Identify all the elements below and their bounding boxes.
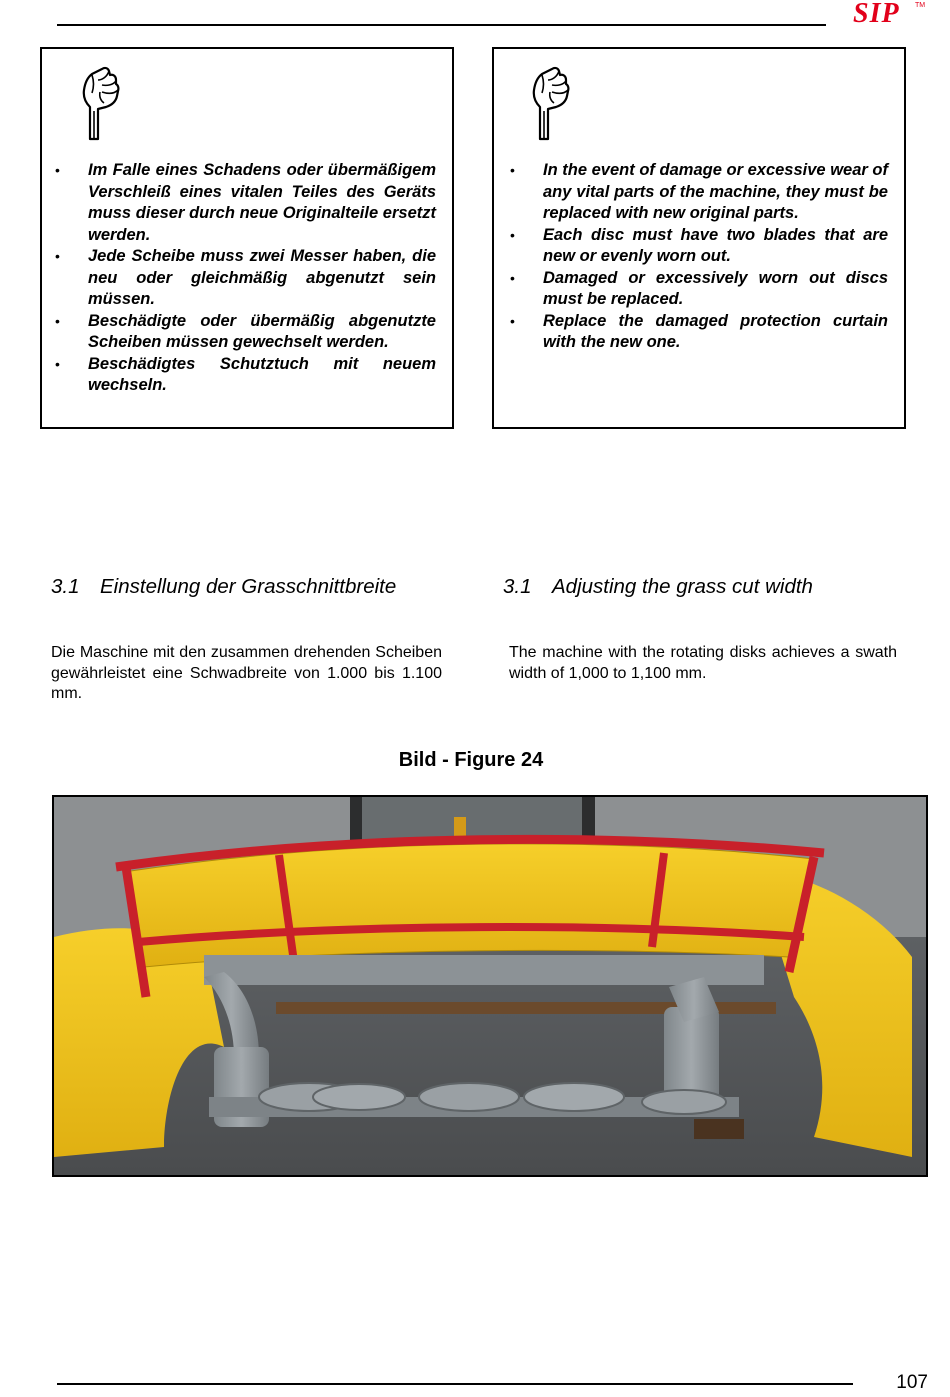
note-list-english bbox=[510, 160, 888, 354]
header-rule bbox=[57, 24, 826, 26]
bullet: • bbox=[55, 355, 60, 372]
section-number: 3.1 bbox=[503, 575, 532, 598]
note-text: In the event of damage or excessive wear of any vital parts of the machine, they must be replaced with new original parts. bbox=[543, 161, 888, 222]
footer-rule bbox=[57, 1383, 853, 1385]
bullet: • bbox=[510, 312, 515, 329]
logo-text: SIP bbox=[853, 0, 900, 29]
section-heading: Einstellung der Grasschnittbreite bbox=[100, 575, 397, 598]
mower-illustration bbox=[54, 797, 926, 1175]
note-list-german bbox=[55, 160, 436, 397]
bullet: • bbox=[55, 312, 60, 329]
sip-logo bbox=[853, 0, 926, 30]
figure-photo bbox=[52, 795, 928, 1177]
bullet: • bbox=[510, 226, 515, 243]
paragraph-english: The machine with the rotating disks achieves a swath width of 1,000 to 1,100 mm. bbox=[509, 644, 897, 682]
figure-caption: Bild - Figure 24 bbox=[398, 749, 544, 771]
section-title-english bbox=[503, 575, 813, 599]
note-text: Damaged or excessively worn out discs must be replaced. bbox=[543, 268, 888, 308]
list-item bbox=[510, 311, 888, 354]
page-number: 107 bbox=[896, 1372, 928, 1393]
note-text: Jede Scheibe muss zwei Messer haben, die neu oder gleichmäßig abgenutzt sein müssen. bbox=[88, 247, 436, 308]
list-item bbox=[510, 160, 888, 225]
pointing-hand-icon bbox=[530, 63, 570, 141]
list-item bbox=[510, 268, 888, 311]
section-title-german bbox=[51, 575, 396, 599]
list-item bbox=[55, 160, 436, 246]
paragraph-german: Die Maschine mit den zusammen drehenden Scheiben gewährleistet eine Schwadbreite von 1.000 bis 1.100 mm. bbox=[51, 644, 442, 702]
list-item bbox=[55, 246, 436, 311]
note-text: Replace the damaged protection curtain with the new one. bbox=[543, 311, 888, 351]
logo-trademark: TM bbox=[915, 2, 926, 9]
bullet: • bbox=[55, 248, 60, 264]
bullet: • bbox=[510, 269, 515, 286]
note-text: Beschädigte oder übermäßig abgenutzte Scheiben müssen gewechselt werden. bbox=[88, 311, 436, 351]
bullet: • bbox=[55, 162, 60, 178]
note-box-english bbox=[492, 47, 906, 429]
section-heading: Adjusting the grass cut width bbox=[552, 575, 813, 598]
note-box-german bbox=[40, 47, 454, 429]
list-item bbox=[510, 225, 888, 268]
section-number: 3.1 bbox=[51, 575, 80, 598]
note-text: Each disc must have two blades that are new or evenly worn out. bbox=[543, 225, 888, 265]
note-text: Im Falle eines Schadens oder übermäßigem Verschleiß eines vitalen Teiles des Geräts muss dieser durch neue Originalteile ersetzt werden. bbox=[88, 161, 436, 244]
list-item bbox=[55, 311, 436, 354]
pointing-hand-icon bbox=[80, 63, 120, 141]
note-text: Beschädigtes Schutztuch mit neuem wechseln. bbox=[88, 354, 436, 394]
bullet: • bbox=[510, 162, 515, 178]
list-item bbox=[55, 354, 436, 397]
